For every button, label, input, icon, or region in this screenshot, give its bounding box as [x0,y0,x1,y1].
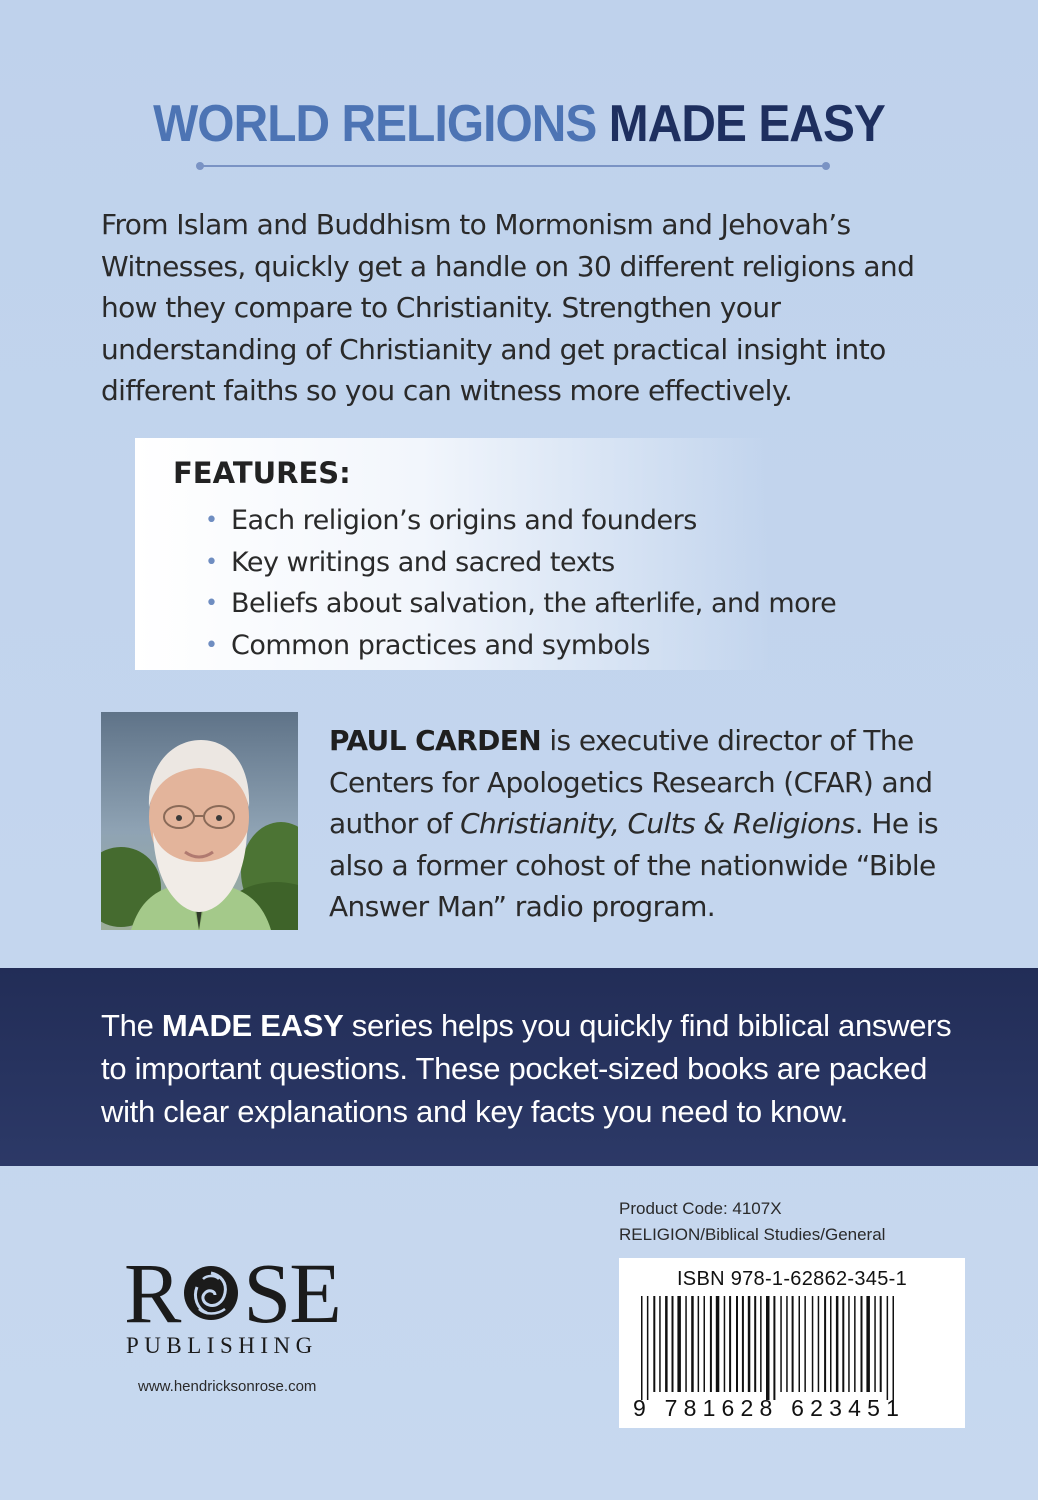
features-box [135,438,837,670]
feature-item [205,500,836,542]
features-heading: FEATURES: [173,456,351,490]
product-info [619,1196,885,1248]
divider-dot-right [822,162,830,170]
barcode-digits: 9 781628 623451 [633,1395,906,1421]
series-description [101,1004,981,1133]
bio-text-2: . He is also a former cohost of the nationwide “Bible Answer Man” radio program. [329,807,938,923]
feature-text: Common practices and symbols [231,629,650,661]
feature-text: Each religion’s origins and founders [231,505,697,536]
publisher-logo [124,1245,364,1365]
series-band [0,968,1038,1166]
series-text-post: series helps you quickly find biblical answers to important questions. These pocket-sized books are packed with clear explanations and key facts you need to know. [101,1008,952,1129]
book-title [42,94,997,154]
intro-paragraph: From Islam and Buddhism to Mormonism and Jehovah’s Witnesses, quickly get a handle on 30 different religions and how they compare to Christianity. Strengthen your understanding of Christianity and get practical insight into different faiths so you can witness more effectively. [101,208,915,407]
product-category: RELIGION/Biblical Studies/General [619,1225,886,1244]
series-name: MADE EASY [161,1008,344,1043]
title-part-2: MADE EASY [608,95,885,153]
author-portrait-illustration [101,712,298,930]
feature-item [205,625,836,667]
bullet-icon: • [205,549,218,575]
series-text-pre: The [101,1008,162,1043]
isbn-label: ISBN 978-1-62862-345-1 [676,1268,908,1290]
author-photo [101,712,298,930]
title-divider [200,165,826,167]
title-part-1: WORLD RELIGIONS [153,95,597,153]
feature-item [205,542,836,584]
related-book-title: Christianity, Cults & Religions [460,807,855,840]
author-bio [329,720,969,928]
bullet-icon: • [205,632,218,658]
rose-icon [181,1261,241,1325]
divider-dot-left [196,162,204,170]
features-list [205,500,836,666]
publisher-website: www.hendricksonrose.com [138,1378,317,1395]
author-name: PAUL CARDEN [329,724,542,757]
feature-text: Beliefs about salvation, the afterlife, and more [231,588,837,619]
feature-item [205,583,836,625]
bullet-icon: • [205,591,218,616]
wordmark-right: SE [243,1245,340,1341]
wordmark-left: R [124,1245,180,1341]
publisher-subtitle: PUBLISHING [126,1333,318,1358]
barcode-icon [641,1296,943,1400]
publisher-wordmark [124,1245,340,1341]
barcode-box [619,1258,965,1428]
product-code: Product Code: 4107X [619,1199,782,1218]
bio-text-1: is executive director of The Centers for Apologetics Research (CFAR) and author of [329,724,933,840]
bullet-icon: • [205,508,218,533]
feature-text: Key writings and sacred texts [231,546,615,578]
